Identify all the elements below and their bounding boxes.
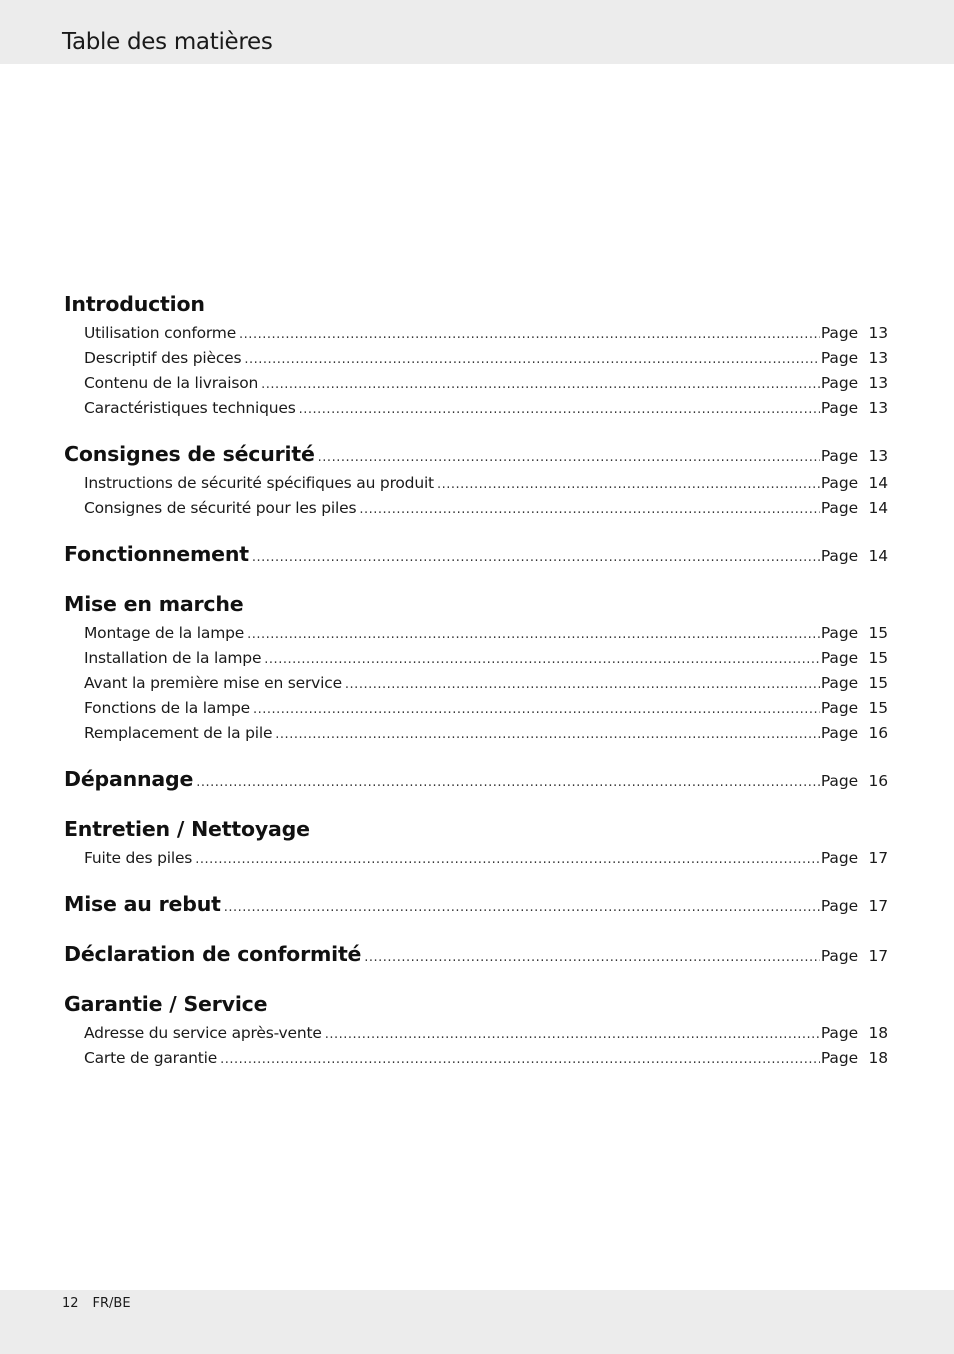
toc-heading-label: Fonctionnement xyxy=(64,542,249,566)
toc-entry-label: Montage de la lampe xyxy=(84,624,245,642)
dot-leader xyxy=(345,672,820,696)
page-number: 15 xyxy=(868,649,888,667)
page-number: 14 xyxy=(868,499,888,517)
page-word: Page xyxy=(820,772,858,790)
toc-page-ref xyxy=(821,939,888,971)
page-word: Page xyxy=(820,649,858,667)
toc-heading-label: Déclaration de conformité xyxy=(64,942,362,966)
footer xyxy=(62,1296,131,1311)
page-word: Page xyxy=(820,474,858,492)
toc-page-ref xyxy=(821,1046,888,1071)
toc-entry[interactable] xyxy=(64,846,888,871)
page-word: Page xyxy=(820,447,858,465)
toc-page-ref xyxy=(821,539,888,571)
toc-page-ref xyxy=(821,846,888,871)
dot-leader xyxy=(252,541,820,571)
toc-entry-label: Utilisation conforme xyxy=(84,324,237,342)
toc-heading-label: Consignes de sécurité xyxy=(64,442,315,466)
toc-section xyxy=(64,587,888,746)
toc-page-ref xyxy=(821,346,888,371)
toc-section xyxy=(64,437,888,521)
page-number: 13 xyxy=(868,374,888,392)
toc-section xyxy=(64,762,888,796)
page-word: Page xyxy=(820,724,858,742)
page-word: Page xyxy=(820,849,858,867)
page-number: 18 xyxy=(868,1024,888,1042)
toc-page-ref xyxy=(821,621,888,646)
toc-heading-label: Mise en marche xyxy=(64,592,244,616)
dot-leader xyxy=(318,441,820,471)
toc-entry[interactable] xyxy=(64,346,888,371)
page-word: Page xyxy=(820,1024,858,1042)
dot-leader xyxy=(364,941,820,971)
toc-entry[interactable] xyxy=(64,496,888,521)
footer-page-number: 12 xyxy=(62,1296,79,1311)
page-number: 14 xyxy=(868,547,888,565)
toc-section xyxy=(64,937,888,971)
page-number: 13 xyxy=(868,399,888,417)
footer-locale: FR/BE xyxy=(92,1296,131,1311)
toc-entry[interactable] xyxy=(64,396,888,421)
dot-leader xyxy=(253,697,820,721)
toc-page-ref xyxy=(821,371,888,396)
dot-leader xyxy=(224,891,820,921)
toc-entry[interactable] xyxy=(64,1046,888,1071)
dot-leader xyxy=(239,322,820,346)
page-word: Page xyxy=(820,499,858,517)
toc-section xyxy=(64,887,888,921)
dot-leader xyxy=(195,847,820,871)
toc-heading[interactable] xyxy=(64,537,888,571)
toc-page-ref xyxy=(821,321,888,346)
page-number: 17 xyxy=(868,849,888,867)
toc-entry[interactable] xyxy=(64,646,888,671)
toc-entry-label: Caractéristiques techniques xyxy=(84,399,296,417)
toc-heading[interactable] xyxy=(64,287,888,321)
toc-page-ref xyxy=(821,889,888,921)
dot-leader xyxy=(359,497,820,521)
table-of-contents xyxy=(64,287,888,1087)
toc-heading[interactable] xyxy=(64,587,888,621)
toc-entry-label: Carte de garantie xyxy=(84,1049,218,1067)
page-word: Page xyxy=(820,374,858,392)
toc-entry[interactable] xyxy=(64,1021,888,1046)
toc-section xyxy=(64,537,888,571)
toc-entry-label: Descriptif des pièces xyxy=(84,349,242,367)
page-number: 16 xyxy=(868,772,888,790)
dot-leader xyxy=(437,472,820,496)
page-word: Page xyxy=(820,1049,858,1067)
dot-leader xyxy=(247,622,820,646)
page-word: Page xyxy=(820,324,858,342)
toc-entry[interactable] xyxy=(64,621,888,646)
toc-heading[interactable] xyxy=(64,987,888,1021)
page-number: 13 xyxy=(868,447,888,465)
toc-heading-label: Introduction xyxy=(64,292,205,316)
page-word: Page xyxy=(820,947,858,965)
toc-heading[interactable] xyxy=(64,812,888,846)
toc-page-ref xyxy=(821,671,888,696)
toc-entry-label: Installation de la lampe xyxy=(84,649,262,667)
toc-section xyxy=(64,287,888,421)
dot-leader xyxy=(325,1022,820,1046)
page-number: 14 xyxy=(868,474,888,492)
toc-entry[interactable] xyxy=(64,471,888,496)
toc-entry-label: Instructions de sécurité spécifiques au produit xyxy=(84,474,434,492)
footer-band xyxy=(0,1290,954,1354)
toc-page-ref xyxy=(821,439,888,471)
toc-entry[interactable] xyxy=(64,696,888,721)
toc-entry[interactable] xyxy=(64,721,888,746)
toc-entry-label: Fuite des piles xyxy=(84,849,193,867)
page-word: Page xyxy=(820,399,858,417)
toc-section xyxy=(64,812,888,871)
toc-entry[interactable] xyxy=(64,321,888,346)
toc-page-ref xyxy=(821,471,888,496)
toc-heading[interactable] xyxy=(64,887,888,921)
dot-leader xyxy=(299,397,820,421)
toc-entry-label: Avant la première mise en service xyxy=(84,674,342,692)
toc-heading-label: Dépannage xyxy=(64,767,194,791)
page-number: 13 xyxy=(868,349,888,367)
page-number: 16 xyxy=(868,724,888,742)
page-word: Page xyxy=(820,349,858,367)
toc-entry-label: Fonctions de la lampe xyxy=(84,699,250,717)
page-number: 15 xyxy=(868,674,888,692)
page-number: 18 xyxy=(868,1049,888,1067)
dot-leader xyxy=(275,722,820,746)
page-number: 13 xyxy=(868,324,888,342)
page-number: 17 xyxy=(868,897,888,915)
toc-heading-label: Mise au rebut xyxy=(64,892,221,916)
page-number: 15 xyxy=(868,699,888,717)
page-number: 17 xyxy=(868,947,888,965)
dot-leader xyxy=(244,347,820,371)
page-word: Page xyxy=(820,547,858,565)
dot-leader xyxy=(220,1047,820,1071)
page-word: Page xyxy=(820,674,858,692)
toc-entry-label: Adresse du service après-vente xyxy=(84,1024,322,1042)
dot-leader xyxy=(264,647,820,671)
toc-page-ref xyxy=(821,696,888,721)
toc-heading[interactable] xyxy=(64,937,888,971)
toc-entry-label: Consignes de sécurité pour les piles xyxy=(84,499,357,517)
toc-heading-label: Garantie / Service xyxy=(64,992,268,1016)
toc-section xyxy=(64,987,888,1071)
page-word: Page xyxy=(820,624,858,642)
toc-page-ref xyxy=(821,396,888,421)
toc-entry[interactable] xyxy=(64,671,888,696)
toc-entry[interactable] xyxy=(64,371,888,396)
toc-page-ref xyxy=(821,646,888,671)
page-word: Page xyxy=(820,699,858,717)
toc-heading[interactable] xyxy=(64,762,888,796)
toc-page-ref xyxy=(821,764,888,796)
dot-leader xyxy=(261,372,820,396)
toc-page-ref xyxy=(821,1021,888,1046)
dot-leader xyxy=(196,766,820,796)
page-number: 15 xyxy=(868,624,888,642)
page-title: Table des matières xyxy=(62,29,273,55)
page-word: Page xyxy=(820,897,858,915)
toc-heading[interactable] xyxy=(64,437,888,471)
toc-page-ref xyxy=(821,721,888,746)
toc-entry-label: Contenu de la livraison xyxy=(84,374,259,392)
toc-entry-label: Remplacement de la pile xyxy=(84,724,273,742)
toc-page-ref xyxy=(821,496,888,521)
toc-heading-label: Entretien / Nettoyage xyxy=(64,817,310,841)
